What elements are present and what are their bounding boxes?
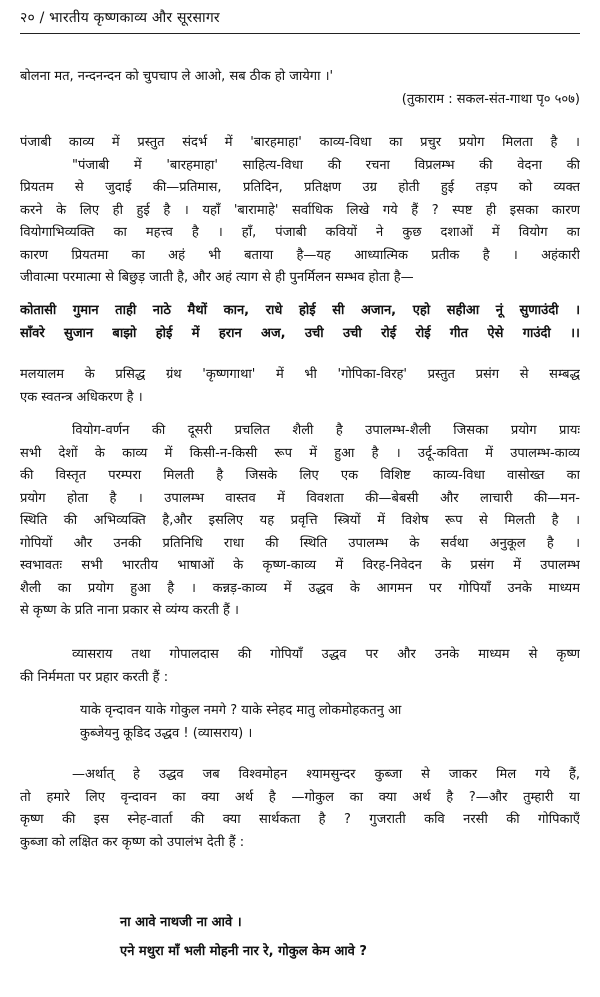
paragraph-line: सभी देशों के काव्य में किसी-न-किसी रूप में हुआ है । उर्दू-कविता में उपालम्भ-काव्य [20,445,580,461]
header-rule [20,33,580,34]
verse-line: एने मथुरा माँ भली मोहनी नार रे, गोकुल केम आवे ? [120,943,367,959]
verse-line: ना आवे नाथजी ना आवे । [120,915,242,930]
paragraph-line: प्रयोग होता है । उपालम्भ वास्तव में विवशता की—बेबसी और लाचारी की—मन- [20,490,580,506]
gujarati-verse [20,912,580,963]
paragraph-line: प्रियतम से जुदाई की—प्रतिमास, प्रतिदिन, प्रतिक्षण उग्र होती हुई तड़प को व्यक्त [20,180,580,195]
paragraph-line: पंजाबी काव्य में प्रस्तुत संदर्भ में 'बारहमाहा' काव्य-विधा का प्रचुर प्रयोग मिलता है । [20,135,580,150]
paragraph-line: वियोग-वर्णन की दूसरी प्रचलित शैली है उपालम्भ-शैली जिसका प्रयोग प्रायः [72,423,580,438]
paragraph-line: कुब्जा को लक्षित कर कृष्ण को उपालंभ देती हैं : [20,834,245,850]
paragraph-line: स्थिति की अभिव्यक्ति है,और इसलिए यह प्रवृत्ति स्त्रियों में विशेष रूप से मिलती है । [20,513,580,528]
quote-line: बोलना मत, नन्दनन्दन को चुपचाप ले आओ, सब ठीक हो जायेगा ।' [20,69,334,84]
verse-line: याके वृन्दावन याके गोकुल नमगे ? याके स्नेहद मातु लोकमोहकतनु आ [80,703,402,718]
paragraph-line: कृष्ण की इस स्नेह-वार्ता की क्या सार्थकता है ? गुजराती कवि नरसी की गोपिकाएँ [20,812,580,827]
paragraph-line: कारण प्रियतमा का अहं भी बताया है—यह आध्यात्मिक प्रतीक है । अहंकारी [20,247,580,263]
running-head: २० / भारतीय कृष्णकाव्य और सूरसागर [20,10,220,26]
paragraph-line: स्वभावतः सभी भारतीय भाषाओं के कृष्ण-काव्य में विरह-निवेदन के प्रसंग में उपालम्भ [20,558,580,573]
verse-line: साँवरे सुजान बाझो होई में हरान अज, उची उची रोई रोई गीत ऐसे गाउंदी ।। [20,325,580,341]
opening-quote [20,66,580,111]
paragraph-malayalam [20,364,580,409]
punjabi-verse [20,300,580,345]
paragraph-line: मलयालम के प्रसिद्ध ग्रंथ 'कृष्णगाथा' में भी 'गोपिका-विरह' प्रस्तुत प्रसंग से सम्बद्ध [20,367,580,382]
paragraph-upalambh [20,420,580,623]
paragraph-line: तो हमारे लिए वृन्दावन का क्या अर्थ है —गोकुल का क्या अर्थ है ?—और तुम्हारी या [20,789,580,805]
verse-line: कोतासी गुमान ताही नाठे मैथों कान, राधे होई सी अजान, एहो सहीआ नूं सुणाउंदी । [20,303,580,318]
paragraph-line: शैली का प्रयोग हुआ है । कन्नड़-काव्य में उद्धव के आगमन पर गोपियाँ उनके माध्यम [20,580,580,596]
paragraph-meaning [20,764,580,854]
paragraph-line: जीवात्मा परमात्मा से बिछुड़ जाती है, और अहं त्याग से ही पुनर्मिलन सम्भव होता है— [20,270,414,285]
paragraph-line: वियोगाभिव्यक्ति का महत्त्व है । हाँ, पंजाबी कवियों ने कुछ दशाओं में वियोग का [20,225,580,240]
quote-citation: (तुकाराम : सकल-संत-गाथा पृ० ५०७) [401,91,580,107]
paragraph-line: व्यासराय तथा गोपालदास की गोपियाँ उद्धव पर और उनके माध्यम से कृष्ण [72,647,580,662]
paragraph-line: गोपियों और उनकी प्रतिनिधि राधा की स्थिति उपालम्भ के सर्वथा अनुकूल है । [20,535,580,551]
paragraph-line: से कृष्ण के प्रति नाना प्रकार से व्यंग्य करती हैं । [20,603,239,618]
paragraph-line: —अर्थात् हे उद्धव जब विश्वमोहन श्यामसुन्दर कुब्जा से जाकर मिल गये हैं, [72,767,580,782]
paragraph-line: एक स्वतन्त्र अधिकरण है । [20,389,143,405]
paragraph-vyasaraya [20,644,580,689]
verse-line: कुब्जेयनु कूडिद उद्धव ! (व्यासराय) । [80,725,253,741]
kannada-verse [20,700,580,745]
paragraph-punjabi [20,132,580,290]
paragraph-line: "पंजाबी में 'बारहमाहा' साहित्य-विधा की रचना विप्रलम्भ की वेदना की [72,157,580,173]
paragraph-line: करने के लिए ही हुई है । यहाँ 'बारामाहे' सर्वाधिक लिखे गये हैं ? स्पष्ट ही इसका कारण [20,202,580,218]
paragraph-line: की विस्तृत परम्परा मिलती है जिसके लिए एक विशिष्ट काव्य-विधा वासोख्त का [20,468,580,483]
paragraph-line: की निर्ममता पर प्रहार करती हैं : [20,669,169,685]
